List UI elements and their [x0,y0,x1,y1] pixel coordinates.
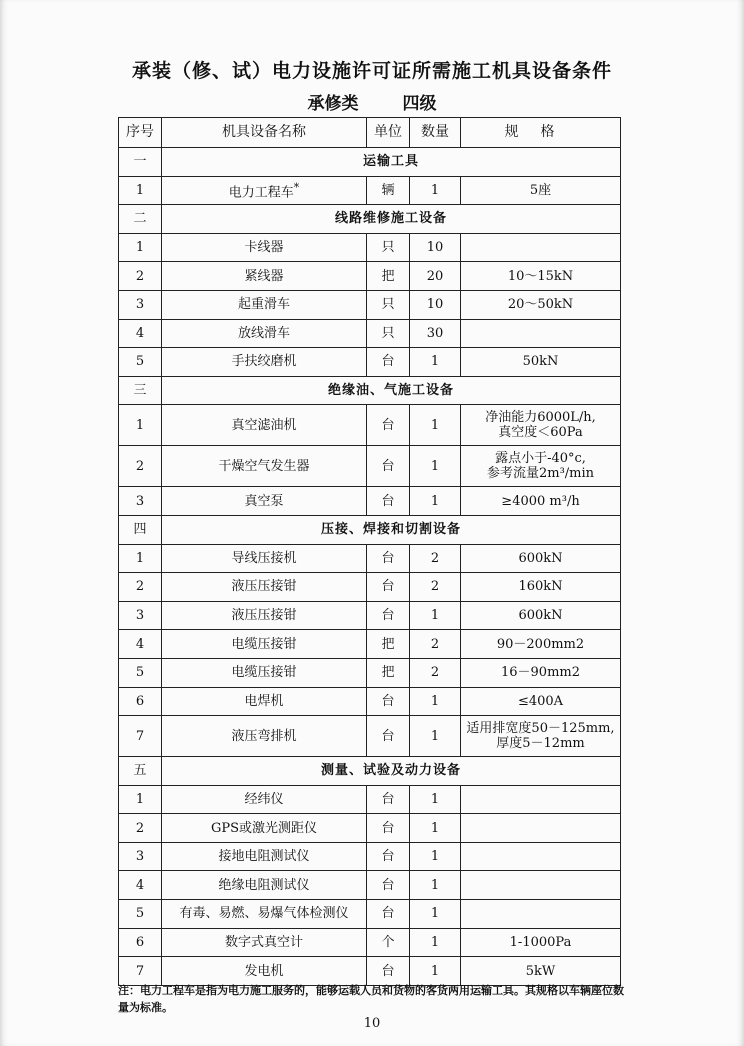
spec [461,348,621,377]
spec-line: 20～50kN [507,297,574,313]
section-title: 线路维修施工设备 [162,205,621,234]
row-number: 5 [119,658,162,687]
row-number: 1 [119,405,162,446]
spec-line: 5kW [525,963,556,979]
equipment-name-text: 数字式真空计 [224,934,303,950]
equipment-name [162,842,367,871]
row-number: 2 [119,262,162,291]
unit: 台 [367,573,410,602]
unit: 台 [367,716,410,757]
equipment-name [162,405,367,446]
equipment-name [162,446,367,487]
footnote-marker: * [293,181,300,195]
spec [461,262,621,291]
spec-line-2: 参考流量2m³/min [486,466,595,482]
quantity: 1 [410,405,461,446]
spec [461,785,621,814]
row-number: 3 [119,842,162,871]
level-label: 四级 [402,94,437,114]
row-number: 5 [119,348,162,377]
equipment-table [118,117,621,986]
unit: 台 [367,871,410,900]
equipment-name-text: 液压弯排机 [231,728,297,744]
section-number: 四 [119,515,162,544]
row-number: 7 [119,716,162,757]
quantity: 1 [410,785,461,814]
unit: 台 [367,842,410,871]
row-number: 6 [119,687,162,716]
spec [461,630,621,659]
spec [461,687,621,716]
spec-line: 50kN [522,354,559,370]
unit: 台 [367,446,410,487]
section-number: 一 [119,148,162,177]
unit: 辆 [367,176,410,205]
spec-line: 10～15kN [507,268,574,284]
quantity: 1 [410,487,461,516]
section-number: 三 [119,376,162,405]
equipment-name-text: 手扶绞磨机 [231,354,297,370]
quantity: 2 [410,630,461,659]
equipment-name-text: 真空滤油机 [231,417,297,433]
quantity: 1 [410,900,461,929]
spec [461,176,621,205]
unit: 台 [367,601,410,630]
spec [461,900,621,929]
quantity: 2 [410,658,461,687]
unit: 台 [367,405,410,446]
unit: 台 [367,900,410,929]
equipment-name [162,573,367,602]
equipment-name-text: 电缆压接钳 [231,665,297,681]
spec-line: 5座 [529,182,552,198]
spec-line: 90－200mm2 [496,636,585,652]
spec [461,319,621,348]
equipment-name-text: 起重滑车 [237,297,290,313]
spec [461,842,621,871]
category-label: 承修类 [307,94,359,114]
row-number: 3 [119,487,162,516]
unit: 把 [367,630,410,659]
equipment-name [162,487,367,516]
equipment-name-text: 电力工程车 [228,185,294,201]
row-number: 2 [119,573,162,602]
table-row [119,814,621,843]
table-row [119,785,621,814]
unit: 台 [367,687,410,716]
equipment-name-text: 电缆压接钳 [231,636,297,652]
equipment-name-text: 放线滑车 [237,325,290,341]
equipment-name-text: 有毒、易燃、易爆气体检测仪 [179,906,349,922]
equipment-name [162,233,367,262]
equipment-name-text: 导线压接机 [231,550,297,566]
spec [461,446,621,487]
equipment-name-text: 接地电阻测试仪 [218,849,310,865]
equipment-name [162,785,367,814]
row-number: 1 [119,233,162,262]
section-row [119,757,621,786]
equipment-name-text: 干燥空气发生器 [218,458,310,474]
spec [461,716,621,757]
row-number: 4 [119,871,162,900]
equipment-name [162,601,367,630]
equipment-name-text: 电焊机 [244,693,284,709]
quantity: 10 [410,290,461,319]
spec-line: 160kN [518,579,563,595]
equipment-name [162,319,367,348]
table-row [119,601,621,630]
equipment-name-text: 绝缘电阻测试仪 [218,877,310,893]
spec [461,814,621,843]
table-row [119,262,621,291]
table-row [119,658,621,687]
equipment-name-text: GPS或激光测距仪 [210,820,318,836]
quantity: 1 [410,601,461,630]
spec [461,871,621,900]
table-header-row [119,118,621,148]
unit: 台 [367,348,410,377]
quantity: 30 [410,319,461,348]
equipment-name-text: 真空泵 [244,493,284,509]
row-number: 3 [119,290,162,319]
table-row [119,319,621,348]
quantity: 1 [410,446,461,487]
page-number: 10 [363,1016,381,1031]
equipment-name-text: 卡线器 [244,240,284,256]
section-title: 压接、焊接和切割设备 [162,515,621,544]
equipment-name-text: 液压压接钳 [231,608,297,624]
equipment-name [162,716,367,757]
equipment-name [162,348,367,377]
row-number: 3 [119,601,162,630]
table-row [119,405,621,446]
quantity: 1 [410,928,461,957]
document-subtitle [0,89,744,114]
section-title: 绝缘油、气施工设备 [162,376,621,405]
spec [461,573,621,602]
spec-line: ≤400A [517,693,564,709]
row-number: 5 [119,900,162,929]
spec-line: 露点小于-40°c, [495,451,586,467]
section-row [119,148,621,177]
spec [461,233,621,262]
quantity: 10 [410,233,461,262]
equipment-name [162,928,367,957]
unit: 只 [367,233,410,262]
header-no: 序号 [119,118,162,148]
section-number: 五 [119,757,162,786]
quantity: 1 [410,957,461,986]
table-row [119,716,621,757]
unit: 把 [367,658,410,687]
footnote: 注：电力工程车是指为电力施工服务的，能够运载人员和货物的客货两用运输工具。其规格以车辆座位数量为标准。 [118,984,624,1014]
table-row [119,573,621,602]
table-row [119,900,621,929]
table-row [119,842,621,871]
table-body [119,148,621,986]
unit: 个 [367,928,410,957]
spec-line: 600kN [518,608,563,624]
spec [461,658,621,687]
equipment-name-text: 发电机 [244,963,284,979]
row-number: 2 [119,814,162,843]
spec-line: 600kN [518,550,563,566]
table-row [119,290,621,319]
table-row [119,487,621,516]
spec [461,928,621,957]
spec-line-2: 真空度＜60Pa [498,425,583,441]
unit: 台 [367,544,410,573]
table-row [119,233,621,262]
spec-line: 适用排宽度50－125mm, [466,721,615,737]
section-row [119,515,621,544]
row-number: 4 [119,630,162,659]
quantity: 20 [410,262,461,291]
quantity: 1 [410,842,461,871]
section-row [119,205,621,234]
spec [461,290,621,319]
quantity: 1 [410,687,461,716]
unit: 台 [367,814,410,843]
table-row [119,687,621,716]
table-row [119,176,621,205]
quantity: 2 [410,573,461,602]
row-number: 7 [119,957,162,986]
spec-line: 1-1000Pa [509,934,572,950]
unit: 只 [367,290,410,319]
section-title: 测量、试验及动力设备 [162,757,621,786]
table-row [119,446,621,487]
quantity: 2 [410,544,461,573]
header-qty: 数量 [410,118,461,148]
spec-line: ≥4000 m³/h [501,493,580,509]
spec [461,487,621,516]
quantity: 1 [410,716,461,757]
quantity: 1 [410,871,461,900]
quantity: 1 [410,176,461,205]
equipment-name [162,630,367,659]
section-row [119,376,621,405]
table-row [119,871,621,900]
row-number: 6 [119,928,162,957]
row-number: 2 [119,446,162,487]
quantity: 1 [410,348,461,377]
header-spec: 规格 [461,118,621,148]
spec-line: 16－90mm2 [500,665,580,681]
table-row [119,544,621,573]
header-name: 机具设备名称 [162,118,367,148]
row-number: 1 [119,785,162,814]
row-number: 1 [119,176,162,205]
spec-line: 净油能力6000L/h, [485,410,596,426]
quantity: 1 [410,814,461,843]
unit: 台 [367,957,410,986]
table-row [119,928,621,957]
equipment-name [162,814,367,843]
unit: 把 [367,262,410,291]
equipment-name-text: 紧线器 [244,268,284,284]
equipment-name-text: 液压压接钳 [231,579,297,595]
unit: 台 [367,785,410,814]
equipment-name-text: 经纬仪 [244,791,284,807]
spec [461,544,621,573]
spec [461,405,621,446]
equipment-name [162,900,367,929]
document-title: 承装（修、试）电力设施许可证所需施工机具设备条件 [131,60,612,82]
equipment-name [162,687,367,716]
equipment-name [162,176,367,205]
equipment-name [162,658,367,687]
section-title: 运输工具 [162,148,621,177]
spec-line-2: 厚度5－12mm [496,736,585,752]
equipment-name [162,290,367,319]
row-number: 4 [119,319,162,348]
equipment-name [162,262,367,291]
equipment-name [162,871,367,900]
unit: 台 [367,487,410,516]
section-number: 二 [119,205,162,234]
header-unit: 单位 [367,118,410,148]
row-number: 1 [119,544,162,573]
table-row [119,348,621,377]
table-row [119,630,621,659]
equipment-name [162,544,367,573]
spec [461,601,621,630]
unit: 只 [367,319,410,348]
